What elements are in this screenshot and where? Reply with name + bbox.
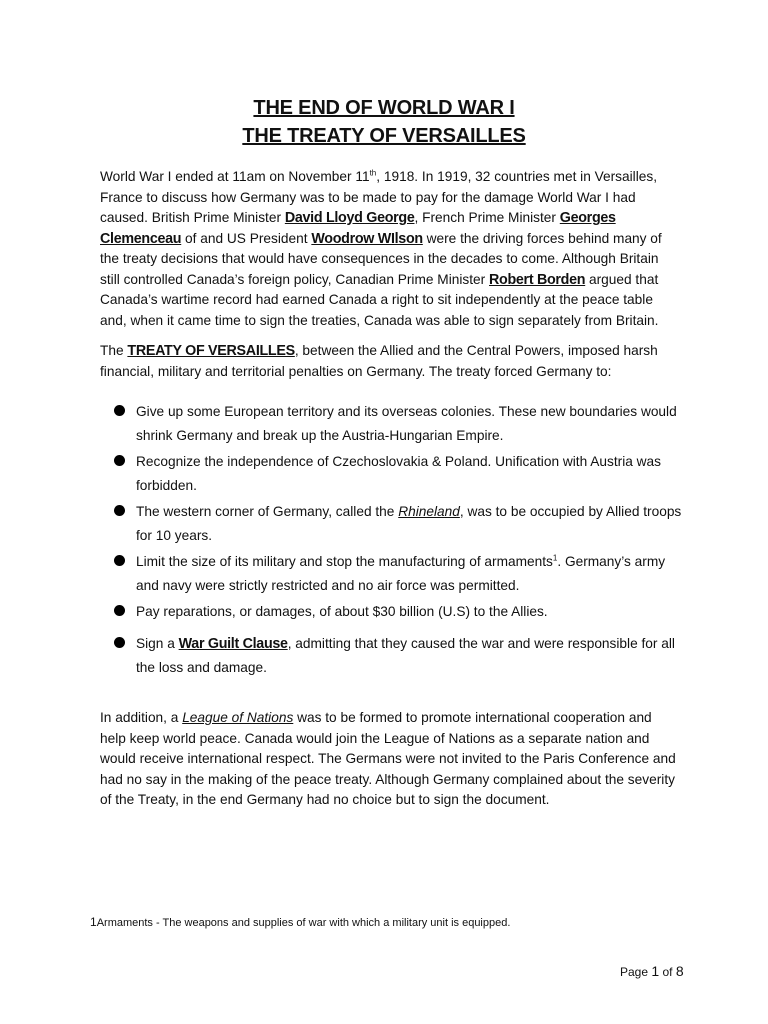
list-item-text: Pay reparations, or damages, of about $30 billion (U.S) to the Allies. (136, 604, 548, 619)
text: In addition, a (100, 710, 183, 725)
text: of and US President (181, 230, 312, 246)
intro-paragraph (90, 167, 680, 331)
text: argued that Canada’s wartime record had earned Canada a right to sit independently at the peace table and, when it came time to sign the treaties, Canada was able to sign separately from Britain. (100, 271, 659, 328)
list-item (112, 400, 682, 447)
list-item-text: . Germany’s army and navy were strictly restricted and no air force was permitted. (136, 554, 666, 593)
page-of: of (659, 965, 676, 979)
text: , 1918. In 1919, 32 countries met in Versailles, France to discuss how Germany was to be made to pay for the damage World War I had caused. British Prime Minister (100, 169, 658, 225)
page-title: THE END OF WORLD WAR I (253, 97, 515, 119)
list-item (112, 450, 682, 497)
total-pages: 8 (675, 963, 684, 979)
list-item-text: Recognize the independence of Czechoslovakia & Poland. Unification with Austria was forbidden. (136, 454, 661, 493)
list-item (112, 550, 682, 597)
bullet-icon (114, 405, 125, 416)
bullet-icon (114, 455, 125, 466)
superscript: th (369, 168, 377, 178)
list-item-text: , was to be occupied by Allied troops for 10 years. (136, 504, 682, 543)
war-guilt-clause: War Guilt Clause (178, 635, 288, 652)
page-number (620, 963, 684, 979)
list-item (112, 600, 682, 624)
name-borden: Robert Borden (489, 271, 586, 288)
list-item-text: Give up some European territory and its overseas colonies. These new boundaries would shrink Germany and break up the Austria-Hungarian Empire. (136, 404, 677, 443)
footnote-text: Armaments - The weapons and supplies of war with which a military unit is equipped. (96, 917, 511, 929)
bullet-icon (114, 505, 125, 516)
list-item (112, 632, 682, 680)
text: was to be formed to promote international cooperation and help keep world peace. Canada would join the League of Nations as a separate nation and would receive international respect. The Germans were not invited to the Paris Conference and had no say in the making of the peace treaty. Although Germany complained about the severity of the Treaty, in the end Germany had no choice but to sign the document. (100, 710, 676, 807)
text: were the driving forces behind many of the treaty decisions that would have consequences in the decades to come. Although Britain still controlled Canada’s foreign policy, Canadian Prime Minister (100, 230, 662, 287)
rhineland-term: Rhineland (398, 504, 460, 519)
bullet-icon (114, 555, 125, 566)
page-subtitle: THE TREATY OF VERSAILLES (242, 125, 526, 147)
footnote-ref: 1 (552, 553, 558, 563)
league-of-nations-term: League of Nations (182, 710, 294, 725)
treaty-terms-list (112, 400, 682, 680)
bullet-icon (114, 637, 125, 648)
list-item-text: Limit the size of its military and stop the manufacturing of armaments (136, 554, 553, 569)
treaty-heading: TREATY OF VERSAILLES (127, 343, 295, 359)
list-item (112, 500, 682, 547)
list-item-text: Sign a (136, 635, 179, 651)
text: , French Prime Minister (414, 210, 560, 225)
list-item-text: The western corner of Germany, called the (136, 504, 399, 519)
text: The (100, 343, 128, 358)
list-item-text: , admitting that they caused the war and were responsible for all the loss and damage. (136, 635, 675, 675)
page-label: Page (620, 965, 652, 979)
text: , between the Allied and the Central Powers, imposed harsh financial, military and territorial penalties on Germany. The treaty forced Germany to: (100, 343, 658, 379)
text: World War I ended at 11am on November 11 (100, 169, 370, 184)
name-clemenceau: Georges Clemenceau (100, 210, 616, 247)
bullet-icon (114, 605, 125, 616)
name-wilson: Woodrow WIlson (311, 230, 423, 247)
footnote-number: 1 (90, 915, 97, 929)
current-page: 1 (651, 963, 660, 979)
title-block (0, 94, 768, 150)
league-paragraph (90, 708, 680, 811)
name-lloyd-george: David Lloyd George (284, 210, 415, 226)
treaty-paragraph (90, 341, 680, 382)
footnote (90, 915, 510, 929)
